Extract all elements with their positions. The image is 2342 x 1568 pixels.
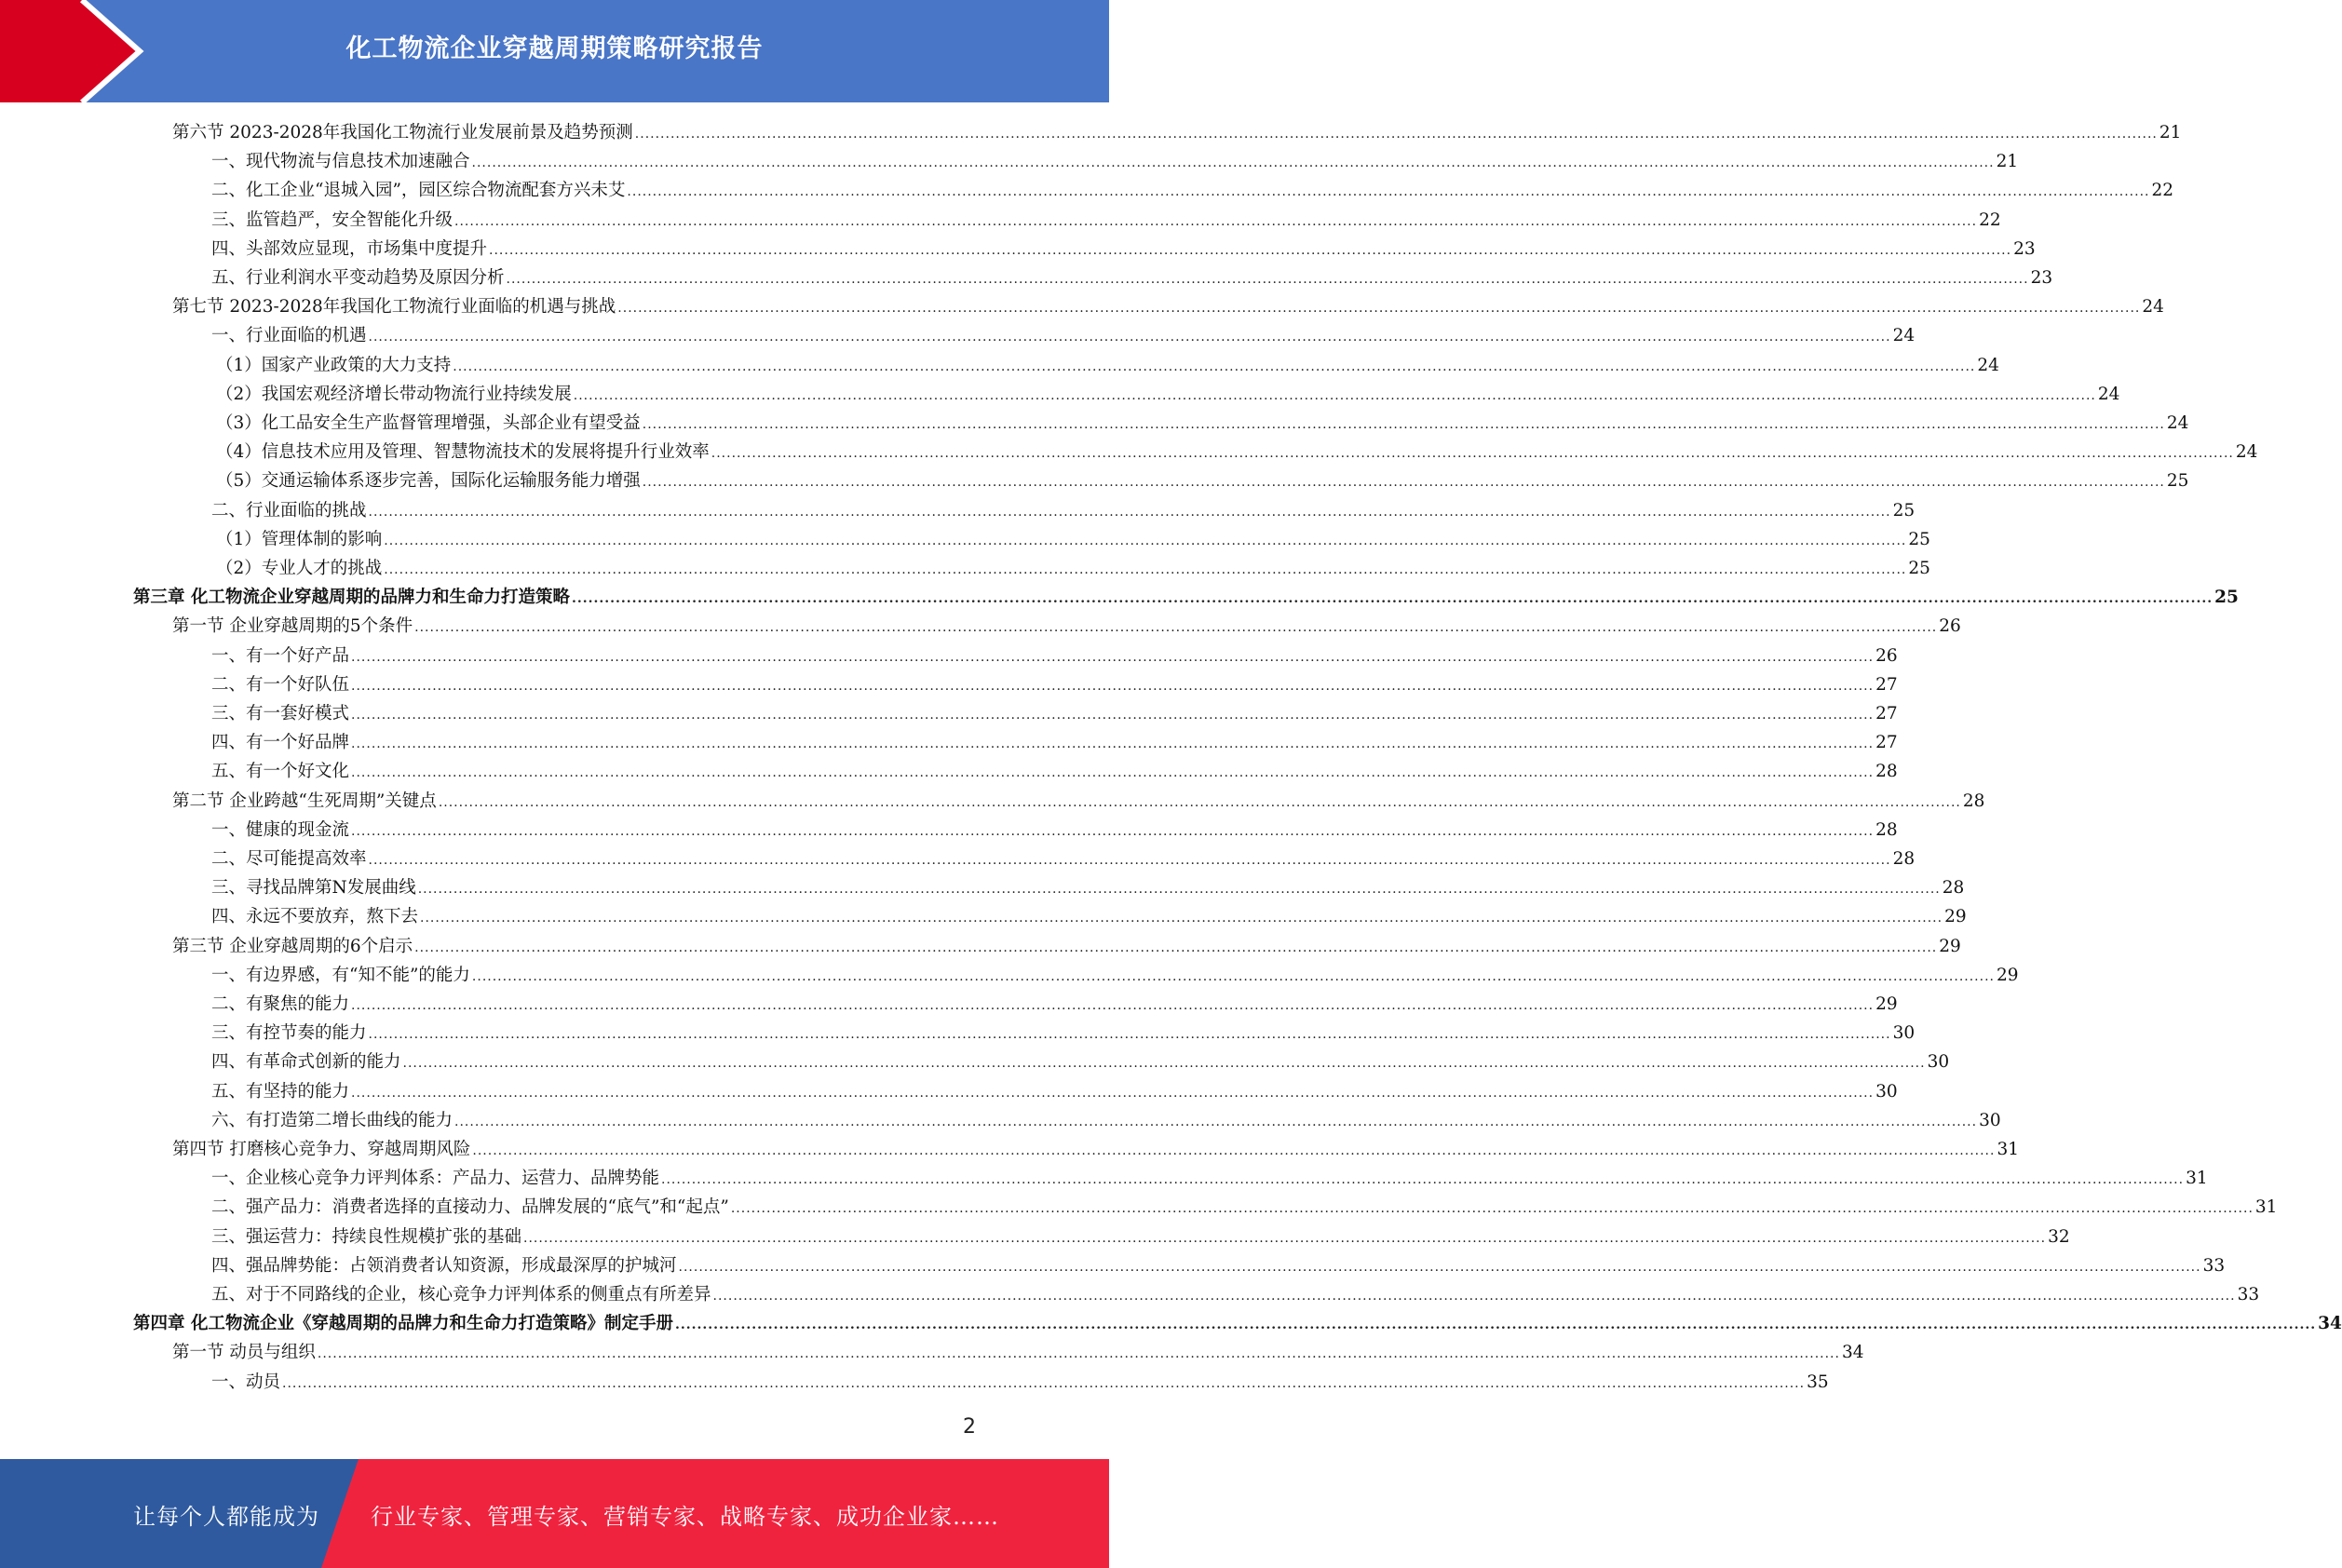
- toc-entry[interactable]: [211, 1020, 1916, 1048]
- toc-dot-leader: ............................................................................................................................................................................................................................................................................................................: [571, 591, 2213, 607]
- toc-entry[interactable]: [211, 207, 2001, 236]
- toc-dot-leader: ............................................................................................................................................................................................................................................................................................................: [617, 301, 2141, 317]
- toc-entry-page: 30: [1927, 1052, 1950, 1073]
- toc-entry-title: （5）交通运输体系逐步完善，国际化运输服务能力增强: [216, 471, 641, 492]
- toc-entry[interactable]: [211, 758, 1898, 787]
- header-title: 化工物流企业穿越周期策略研究报告: [345, 34, 764, 63]
- toc-dot-leader: ............................................................................................................................................................................................................................................................................................................: [489, 242, 2012, 258]
- toc-entry-title: 二、强产品力：消费者选择的直接动力、品牌发展的“底气”和“起点”: [211, 1197, 729, 1218]
- toc-dot-leader: ............................................................................................................................................................................................................................................................................................................: [472, 1143, 1996, 1158]
- toc-entry-title: 三、有一套好模式: [211, 704, 350, 723]
- toc-entry[interactable]: [172, 933, 1961, 962]
- toc-dot-leader: ............................................................................................................................................................................................................................................................................................................: [414, 620, 1938, 636]
- toc-dot-leader: ............................................................................................................................................................................................................................................................................................................: [573, 387, 2096, 403]
- toc-entry-title: 四、头部效应显现，市场集中度提升: [211, 238, 488, 259]
- toc-entry-page: 26: [1875, 645, 1898, 666]
- toc-entry-page: 34: [2318, 1314, 2342, 1334]
- toc-entry-title: 二、化工企业“退城入园”，园区综合物流配套方兴未艾: [211, 181, 626, 201]
- toc-dot-leader: ............................................................................................................................................................................................................................................................................................................: [453, 358, 1976, 374]
- toc-entry-title: 五、有坚持的能力: [211, 1081, 350, 1102]
- toc-dot-leader: ............................................................................................................................................................................................................................................................................................................: [711, 446, 2234, 462]
- toc-entry[interactable]: [133, 1310, 2342, 1339]
- toc-dot-leader: ............................................................................................................................................................................................................................................................................................................: [454, 1114, 1978, 1129]
- toc-entry[interactable]: [211, 177, 2174, 206]
- toc-dot-leader: ............................................................................................................................................................................................................................................................................................................: [351, 823, 1875, 839]
- page-footer: [0, 1459, 1109, 1568]
- toc-entry-title: 一、动员: [211, 1372, 281, 1392]
- toc-entry[interactable]: [216, 439, 2258, 467]
- toc-entry-title: 第三章 化工物流企业穿越周期的品牌力和生命力打造策略: [133, 588, 570, 608]
- toc-dot-leader: ............................................................................................................................................................................................................................................................................................................: [730, 1201, 2254, 1217]
- toc-dot-leader: ............................................................................................................................................................................................................................................................................................................: [642, 417, 2165, 432]
- toc-entry[interactable]: [211, 236, 2036, 264]
- toc-dot-leader: ............................................................................................................................................................................................................................................................................................................: [351, 737, 1875, 752]
- toc-entry-title: 第二节 企业跨越“生死周期”关键点: [172, 791, 437, 811]
- toc-entry-page: 24: [2235, 442, 2258, 463]
- footer-slogan-left: 让每个人都能成为: [133, 1504, 319, 1530]
- toc-entry[interactable]: [211, 322, 1916, 351]
- toc-dot-leader: ............................................................................................................................................................................................................................................................................................................: [368, 853, 1891, 868]
- toc-entry-page: 24: [2166, 413, 2189, 433]
- toc-entry-title: 四、永远不要放弃，熬下去: [211, 907, 419, 927]
- toc-entry[interactable]: [211, 1223, 2070, 1252]
- toc-entry-title: （1）管理体制的影响: [216, 529, 383, 549]
- toc-entry-page: 29: [1939, 936, 1961, 956]
- toc-entry-title: 第四节 打磨核心竞争力、穿越周期风险: [172, 1140, 471, 1159]
- toc-dot-leader: ............................................................................................................................................................................................................................................................................................................: [523, 1230, 2047, 1246]
- toc-entry[interactable]: [211, 874, 1965, 903]
- toc-entry-page: 28: [1962, 791, 1985, 811]
- toc-entry-page: 31: [2254, 1197, 2278, 1218]
- toc-entry[interactable]: [211, 1281, 2260, 1310]
- toc-entry[interactable]: [211, 642, 1898, 671]
- toc-entry[interactable]: [172, 1339, 1864, 1368]
- toc-entry-title: 三、寻找品牌第N发展曲线: [211, 878, 416, 899]
- toc-entry-page: 24: [1892, 326, 1916, 346]
- toc-entry-page: 30: [1979, 1110, 2001, 1130]
- toc-entry-title: 五、对于不同路线的企业，核心竞争力评判体系的侧重点有所差异: [211, 1285, 711, 1304]
- toc-entry-title: 第六节 2023-2028年我国化工物流行业发展前景及趋势预测: [172, 123, 633, 142]
- toc-entry-page: 32: [2048, 1226, 2070, 1247]
- toc-dot-leader: ............................................................................................................................................................................................................................................................................................................: [282, 1375, 1806, 1391]
- toc-entry-title: （4）信息技术应用及管理、智慧物流技术的发展将提升行业效率: [216, 442, 710, 463]
- toc-entry[interactable]: [211, 817, 1898, 845]
- toc-entry-page: 34: [1841, 1343, 1864, 1363]
- toc-entry[interactable]: [216, 410, 2189, 439]
- toc-entry[interactable]: [216, 381, 2120, 410]
- toc-entry[interactable]: [211, 497, 1916, 526]
- toc-entry-page: 35: [1807, 1372, 1829, 1392]
- toc-entry[interactable]: [211, 148, 2019, 177]
- toc-entry[interactable]: [211, 1078, 1898, 1107]
- toc-entry-title: 一、健康的现金流: [211, 819, 350, 840]
- toc-dot-leader: ............................................................................................................................................................................................................................................................................................................: [678, 1259, 2201, 1275]
- toc-entry-title: 二、有一个好队伍: [211, 674, 350, 695]
- toc-entry-title: 第四章 化工物流企业《穿越周期的品牌力和生命力打造策略》制定手册: [133, 1314, 673, 1334]
- toc-dot-leader: ............................................................................................................................................................................................................................................................................................................: [368, 330, 1891, 345]
- toc-entry-page: 23: [2013, 238, 2036, 259]
- toc-entry[interactable]: [216, 526, 1930, 555]
- toc-entry[interactable]: [211, 1048, 1950, 1077]
- toc-dot-leader: ............................................................................................................................................................................................................................................................................................................: [634, 127, 2158, 142]
- toc-entry[interactable]: [211, 991, 1898, 1020]
- toc-dot-leader: ............................................................................................................................................................................................................................................................................................................: [351, 998, 1875, 1013]
- toc-entry[interactable]: [211, 1165, 2208, 1194]
- toc-entry-page: 28: [1875, 819, 1898, 840]
- toc-entry[interactable]: [211, 1194, 2278, 1223]
- toc-entry[interactable]: [216, 352, 1999, 381]
- toc-entry-title: 第一节 企业穿越周期的5个条件: [172, 616, 413, 637]
- toc-entry-title: 三、有控节奏的能力: [211, 1023, 367, 1044]
- toc-entry-page: 21: [2159, 123, 2182, 142]
- toc-dot-leader: ............................................................................................................................................................................................................................................................................................................: [351, 765, 1875, 781]
- toc-entry[interactable]: [172, 293, 2164, 322]
- toc-entry-title: 四、有一个好品牌: [211, 733, 350, 753]
- toc-dot-leader: ............................................................................................................................................................................................................................................................................................................: [351, 708, 1875, 723]
- toc-entry[interactable]: [211, 264, 2053, 293]
- toc-entry-page: 21: [1996, 152, 2019, 172]
- toc-entry-title: 一、有边界感，有“知不能”的能力: [211, 965, 470, 985]
- toc-entry-title: 第七节 2023-2028年我国化工物流行业面临的机遇与挑战: [172, 297, 616, 318]
- toc-dot-leader: ............................................................................................................................................................................................................................................................................................................: [454, 213, 1978, 229]
- toc-entry[interactable]: [211, 729, 1898, 758]
- toc-dot-leader: ............................................................................................................................................................................................................................................................................................................: [420, 911, 1943, 926]
- toc-dot-leader: ............................................................................................................................................................................................................................................................................................................: [674, 1318, 2317, 1333]
- toc-dot-leader: ............................................................................................................................................................................................................................................................................................................: [368, 1027, 1891, 1043]
- toc-entry-page: 22: [1979, 210, 2001, 230]
- toc-entry-page: 31: [2186, 1169, 2208, 1189]
- toc-entry-title: 二、尽可能提高效率: [211, 849, 367, 869]
- toc-dot-leader: ............................................................................................................................................................................................................................................................................................................: [351, 1085, 1875, 1101]
- toc-dot-leader: ............................................................................................................................................................................................................................................................................................................: [661, 1172, 2185, 1188]
- toc-entry-title: 三、监管趋严，安全智能化升级: [211, 210, 454, 230]
- toc-entry-page: 28: [1875, 762, 1898, 782]
- toc-entry-title: 一、有一个好产品: [211, 645, 350, 666]
- toc-entry-title: 二、有聚焦的能力: [211, 994, 350, 1014]
- toc-dot-leader: ............................................................................................................................................................................................................................................................................................................: [384, 562, 1907, 577]
- toc-dot-leader: ............................................................................................................................................................................................................................................................................................................: [317, 1346, 1840, 1362]
- toc-dot-leader: ............................................................................................................................................................................................................................................................................................................: [712, 1289, 2236, 1304]
- toc-dot-leader: ............................................................................................................................................................................................................................................................................................................: [438, 794, 1961, 810]
- toc-dot-leader: ............................................................................................................................................................................................................................................................................................................: [414, 939, 1938, 955]
- toc-entry[interactable]: [172, 1136, 2019, 1165]
- toc-entry-page: 29: [1944, 907, 1967, 927]
- toc-entry-page: 33: [2237, 1285, 2260, 1304]
- toc-entry-title: 第三节 企业穿越周期的6个启示: [172, 936, 413, 956]
- toc-entry-page: 24: [1977, 355, 1999, 375]
- toc-entry-page: 24: [2097, 384, 2120, 404]
- toc-entry-title: 四、有革命式创新的能力: [211, 1052, 401, 1073]
- toc-entry[interactable]: [211, 845, 1916, 874]
- toc-entry[interactable]: [211, 903, 1967, 932]
- toc-entry-page: 28: [1942, 878, 1965, 899]
- toc-entry-page: 30: [1892, 1023, 1916, 1044]
- page-number: 2: [963, 1415, 976, 1439]
- toc-entry-page: 25: [1908, 529, 1930, 549]
- toc-dot-leader: ............................................................................................................................................................................................................................................................................................................: [471, 155, 1995, 171]
- toc-entry[interactable]: [216, 467, 2189, 496]
- toc-entry-page: 27: [1875, 733, 1898, 753]
- toc-entry[interactable]: [172, 788, 1985, 817]
- toc-entry-page: 31: [1997, 1140, 2019, 1159]
- toc-entry-title: 四、强品牌势能：占领消费者认知资源，形成最深厚的护城河: [211, 1255, 677, 1276]
- toc-dot-leader: ............................................................................................................................................................................................................................................................................................................: [384, 533, 1907, 548]
- toc-entry[interactable]: [133, 584, 2239, 613]
- toc-entry-page: 23: [2030, 268, 2053, 288]
- toc-entry-title: 一、企业核心竞争力评判体系：产品力、运营力、品牌势能: [211, 1169, 660, 1189]
- toc-dot-leader: ............................................................................................................................................................................................................................................................................................................: [627, 184, 2150, 200]
- toc-dot-leader: ............................................................................................................................................................................................................................................................................................................: [368, 504, 1891, 520]
- toc-entry[interactable]: [211, 700, 1898, 729]
- toc-entry[interactable]: [172, 119, 2182, 148]
- toc-entry-page: 30: [1875, 1081, 1898, 1102]
- footer-slogan-right: 行业专家、管理专家、营销专家、战略专家、成功企业家……: [371, 1504, 999, 1530]
- toc-entry-title: （2）专业人才的挑战: [216, 559, 383, 578]
- toc-entry-page: 27: [1875, 674, 1898, 695]
- toc-entry-page: 27: [1875, 704, 1898, 723]
- toc-dot-leader: ............................................................................................................................................................................................................................................................................................................: [506, 272, 2029, 287]
- toc-entry-title: 一、现代物流与信息技术加速融合: [211, 152, 470, 172]
- toc-entry[interactable]: [211, 1107, 2001, 1136]
- toc-entry-page: 25: [1908, 559, 1930, 578]
- toc-entry-title: 五、行业利润水平变动趋势及原因分析: [211, 268, 505, 288]
- toc-entry-page: 22: [2151, 181, 2174, 201]
- page-header: [0, 0, 1109, 102]
- toc-entry-page: 24: [2142, 297, 2164, 318]
- toc-dot-leader: ............................................................................................................................................................................................................................................................................................................: [351, 678, 1875, 694]
- toc-entry-page: 33: [2202, 1255, 2226, 1276]
- toc-dot-leader: ............................................................................................................................................................................................................................................................................................................: [351, 649, 1875, 665]
- toc-entry-title: 五、有一个好文化: [211, 762, 350, 782]
- toc-entry[interactable]: [216, 555, 1930, 584]
- toc-entry[interactable]: [211, 962, 2019, 991]
- toc-dot-leader: ............................................................................................................................................................................................................................................................................................................: [417, 882, 1941, 898]
- toc-entry-title: 第一节 动员与组织: [172, 1343, 316, 1363]
- toc-entry-page: 26: [1939, 616, 1961, 637]
- toc-entry-title: （3）化工品安全生产监督管理增强，头部企业有望受益: [216, 413, 641, 433]
- toc-entry-title: （1）国家产业政策的大力支持: [216, 355, 452, 375]
- toc-entry-page: 29: [1996, 965, 2019, 985]
- toc-entry[interactable]: [211, 1369, 1829, 1398]
- toc-entry-title: 六、有打造第二增长曲线的能力: [211, 1110, 454, 1130]
- toc-entry-title: 一、行业面临的机遇: [211, 326, 367, 346]
- toc-entry-title: 三、强运营力：持续良性规模扩张的基础: [211, 1226, 522, 1247]
- toc-entry-page: 28: [1892, 849, 1916, 869]
- toc-entry-page: 25: [1892, 500, 1916, 520]
- toc-entry[interactable]: [211, 1252, 2226, 1281]
- toc-entry-page: 25: [2214, 588, 2239, 608]
- toc-entry[interactable]: [211, 671, 1898, 700]
- toc-entry-title: （2）我国宏观经济增长带动物流行业持续发展: [216, 384, 572, 404]
- toc-dot-leader: ............................................................................................................................................................................................................................................................................................................: [471, 968, 1995, 984]
- toc-entry-page: 29: [1875, 994, 1898, 1014]
- toc-entry-title: 二、行业面临的挑战: [211, 500, 367, 520]
- toc-dot-leader: ............................................................................................................................................................................................................................................................................................................: [642, 475, 2165, 491]
- toc-dot-leader: ............................................................................................................................................................................................................................................................................................................: [402, 1056, 1926, 1072]
- toc-entry[interactable]: [172, 613, 1961, 642]
- toc-entry-page: 25: [2166, 471, 2189, 492]
